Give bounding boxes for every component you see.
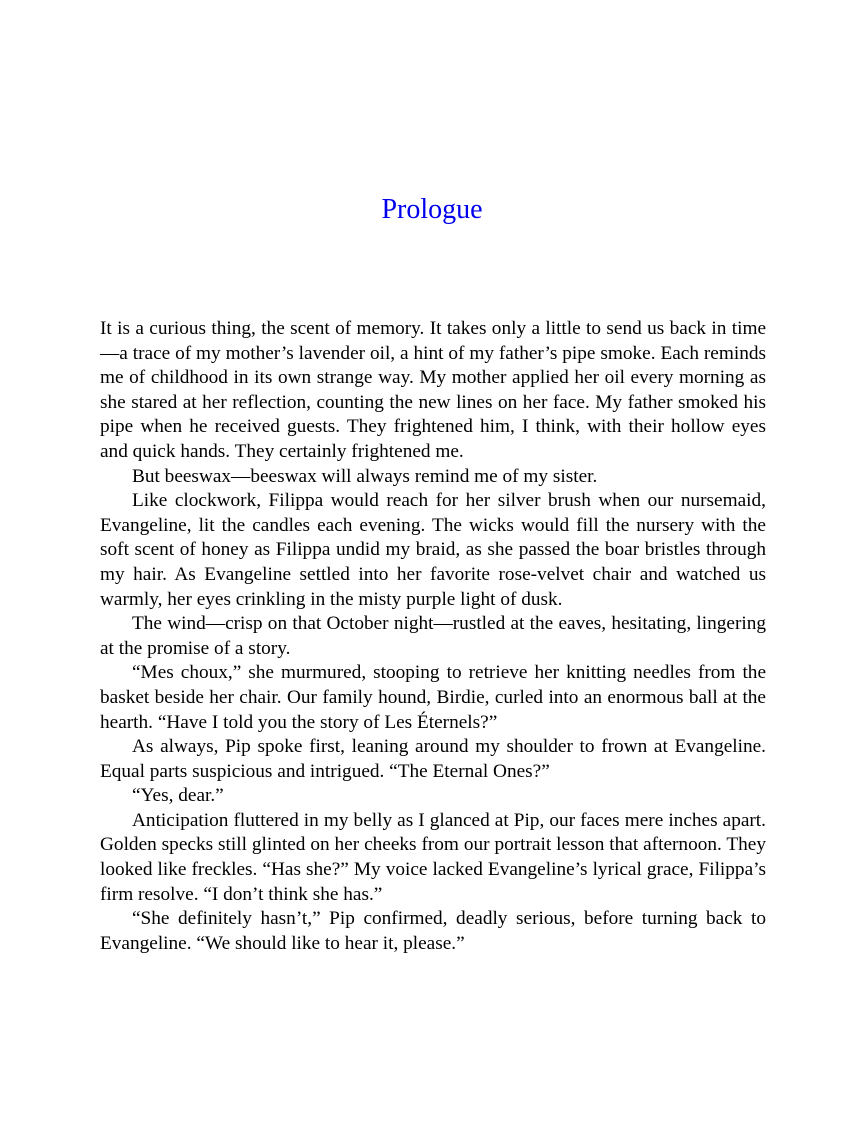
paragraph: But beeswax—beeswax will always remind me of my sister. xyxy=(132,465,598,487)
paragraph: As always, Pip spoke first, leaning around my shoulder to frown at Evangeline. Equal parts suspicious and intrigued. “The Eternal Ones?” xyxy=(100,736,766,782)
paragraph: “She definitely hasn’t,” Pip confirmed, deadly serious, before turning back to Evangeline. “We should like to hear it, please.” xyxy=(100,908,766,954)
paragraph: Anticipation fluttered in my belly as I glanced at Pip, our faces mere inches apart. Golden specks still glinted on her cheeks from our portrait lesson that afternoon. They looked like freckles. “Has she?” My voice lacked Evangeline’s lyrical grace, Filippa’s firm resolve. “I don’t think she has.” xyxy=(100,809,766,905)
paragraph: It is a curious thing, the scent of memory. It takes only a little to send us back in time—a trace of my mother’s lavender oil, a hint of my father’s pipe smoke. Each reminds me of childhood in its own strange way. My mother applied her oil every morning as she stared at her reflection, counting the new lines on her face. My father smoked his pipe when he received guests. They frightened him, I think, with their hollow eyes and quick hands. They certainly frightened me. xyxy=(100,318,766,462)
paragraph: Like clockwork, Filippa would reach for her silver brush when our nursemaid, Evangeline, lit the candles each evening. The wicks would fill the nursery with the soft scent of honey as Filippa undid my braid, as she passed the boar bristles through my hair. As Evangeline settled into her favorite rose-velvet chair and watched us warmly, her eyes crinkling in the misty purple light of dusk. xyxy=(100,490,766,610)
chapter-title: Prologue xyxy=(381,194,483,225)
paragraph: The wind—crisp on that October night—rustled at the eaves, hesitating, lingering at the promise of a story. xyxy=(100,613,766,659)
chapter-body xyxy=(100,317,766,956)
paragraph: “Yes, dear.” xyxy=(132,785,224,807)
paragraph: “Mes choux,” she murmured, stooping to retrieve her knitting needles from the basket beside her chair. Our family hound, Birdie, curled into an enormous ball at the hearth. “Have I told you the story of Les Éternels?” xyxy=(100,662,766,733)
